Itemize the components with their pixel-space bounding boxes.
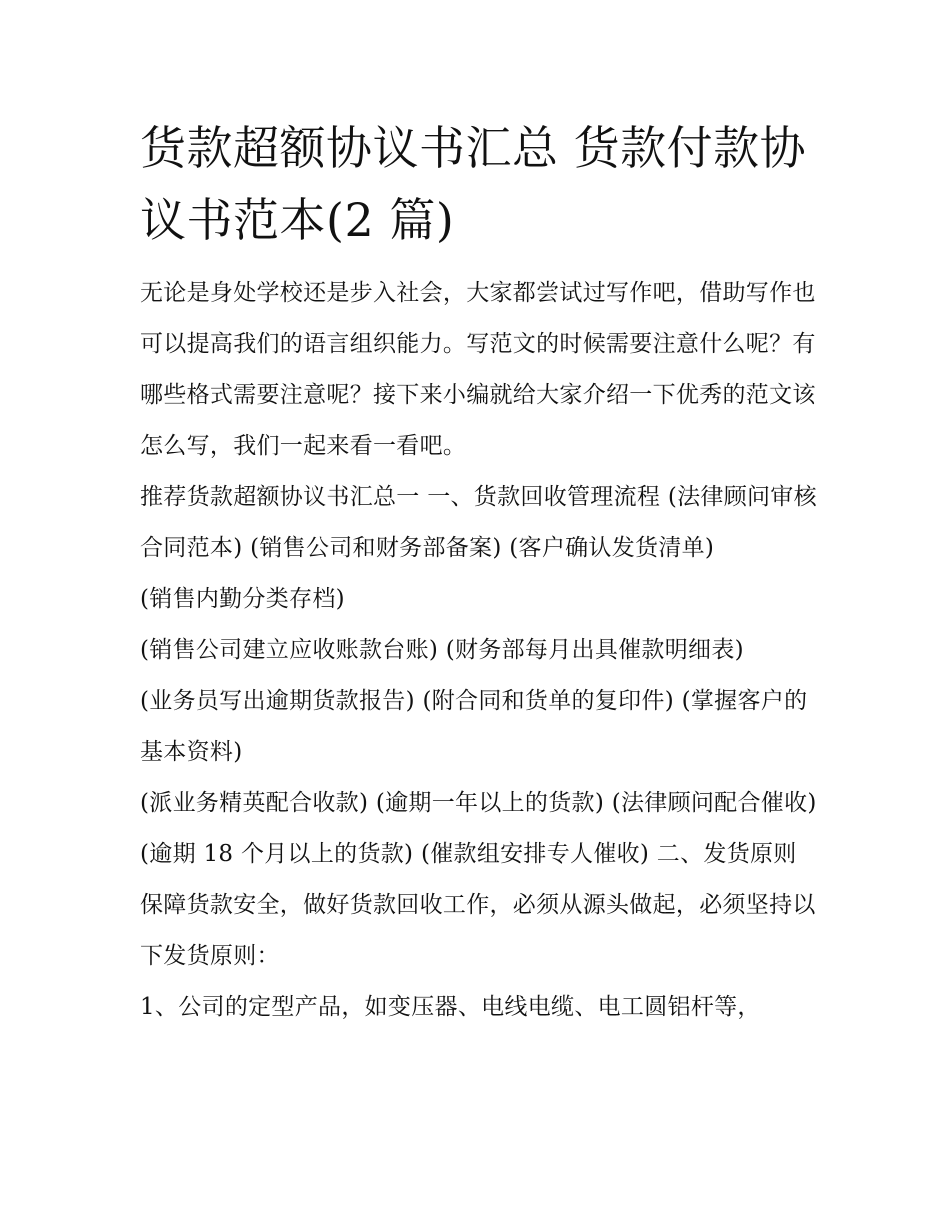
paragraph-process-4: (业务员写出逾期货款报告) (附合同和货单的复印件) (掌握客户的基本资料) xyxy=(140,688,808,765)
paragraph-principle-intro: 保障货款安全，做好货款回收工作，必须从源头做起，必须坚持以下发货原则： xyxy=(140,892,816,969)
paragraph-intro: 无论是身处学校还是步入社会，大家都尝试过写作吧，借助写作也可以提高我们的语言组织能力。写范文的时候需要注意什么呢？有哪些格式需要注意呢？接下来小编就给大家介绍一下优秀的范文该怎么写，我们一起来看一看吧。 xyxy=(140,280,816,459)
paragraph-process-2: (销售内勤分类存档) xyxy=(140,586,345,612)
paragraph-process-5: (派业务精英配合收款) (逾期一年以上的货款) (法律顾问配合催收) (逾期 18 个月以上的货款) (催款组安排专人催收) 二、发货原则 xyxy=(140,790,817,867)
paragraph-principle-1: 1、公司的定型产品，如变压器、电线电缆、电工圆铝杆等， xyxy=(140,994,761,1020)
document-title: 货款超额协议书汇总 货款付款协议书范本(2 篇) xyxy=(140,121,807,247)
paragraph-process-3: (销售公司建立应收账款台账) (财务部每月出具催款明细表) xyxy=(140,637,744,663)
paragraph-process-1: 推荐货款超额协议书汇总一 一、货款回收管理流程 (法律顾问审核合同范本) (销售公司和财务部备案) (客户确认发货清单) xyxy=(140,484,817,561)
document-body xyxy=(140,112,820,1033)
